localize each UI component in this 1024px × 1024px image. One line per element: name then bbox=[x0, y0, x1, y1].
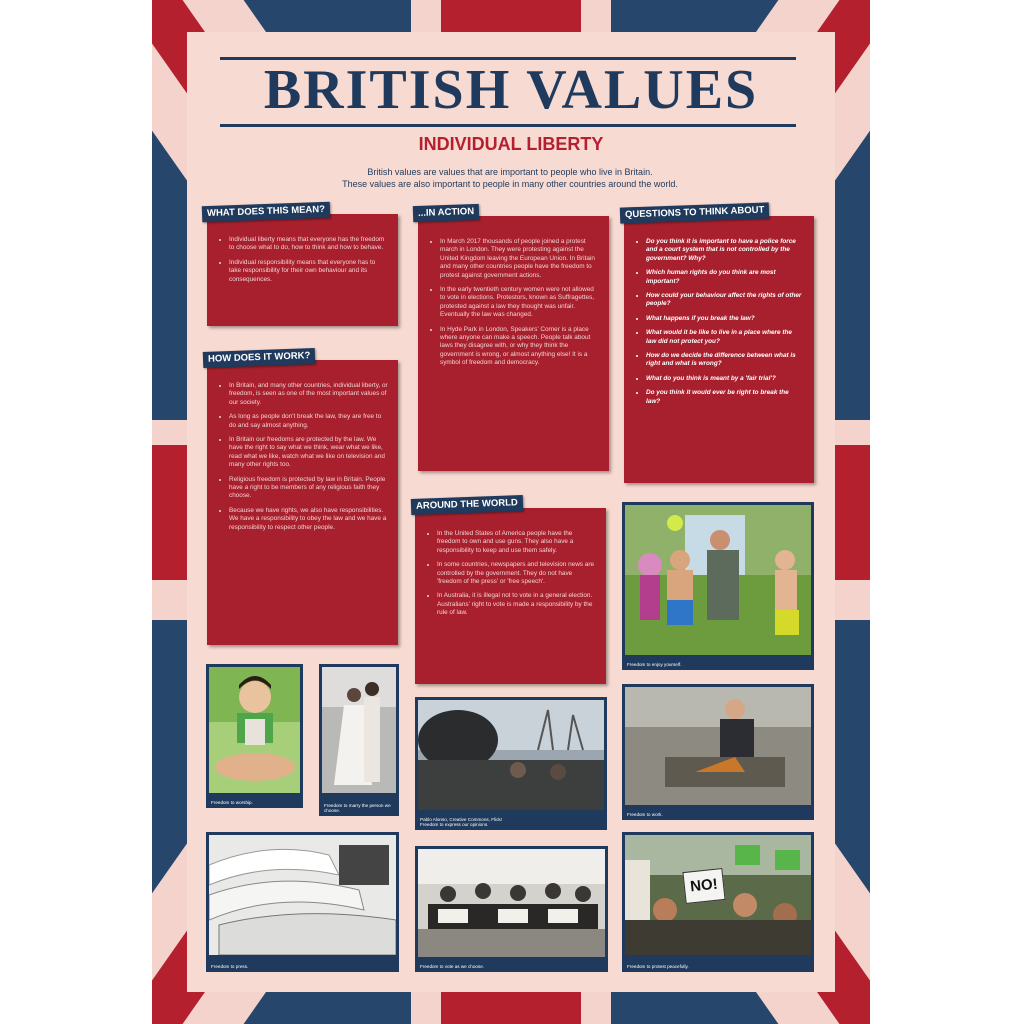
action-item: • In Hyde Park in London, Speakers' Corner is a place where anyone can make a speech. People talk about laws they disagree with, or why they think the government is wrong, or almost anything else! It is a symbol of freedom and democracy. bbox=[440, 326, 599, 368]
what-section-box bbox=[207, 214, 398, 326]
intro-line: British values are values that are important to people who live in Britain. bbox=[367, 167, 653, 177]
what-item: • Individual liberty means that everyone has the freedom to choose what to do, how to think and how to behave. bbox=[229, 236, 388, 253]
world-item: • In Australia, it is illegal not to vote in a general election. Australians' right to vote is made a responsibility by the rule of law. bbox=[437, 592, 596, 617]
photo-caption: Freedom to vote as we choose. bbox=[420, 964, 485, 970]
question-item: • How do we decide the difference between what is right and what is wrong? bbox=[646, 352, 804, 369]
photo-work bbox=[622, 684, 814, 820]
question-item: • Which human rights do you think are most important? bbox=[646, 269, 804, 286]
question-item: • Do you think it is important to have a police force and a court system that is not controlled by the government? Why? bbox=[646, 238, 804, 263]
photo-worship bbox=[206, 664, 303, 808]
world-section-heading: AROUND THE WORLD bbox=[411, 495, 523, 515]
poster-subtitle: INDIVIDUAL LIBERTY bbox=[418, 134, 604, 154]
question-item: • Do you think it would ever be right to break the law? bbox=[646, 389, 804, 406]
photo-express bbox=[415, 697, 607, 830]
photo-press bbox=[206, 832, 399, 972]
photo-caption: Freedom to marry the person we choose. bbox=[324, 802, 391, 814]
how-item: • In Britain our freedoms are protected by the law. We have the right to say what we think, wear what we like, read what we like, watch what we like on television and many other rights too. bbox=[229, 436, 388, 470]
how-section-box bbox=[207, 360, 398, 645]
question-item: • What happens if you break the law? bbox=[646, 315, 804, 323]
photo-caption: Freedom to press. bbox=[211, 964, 249, 970]
world-section-box bbox=[415, 508, 606, 684]
worker-photo bbox=[625, 687, 811, 805]
photo-vote bbox=[415, 846, 608, 972]
action-section-heading: ...IN ACTION bbox=[413, 204, 480, 222]
questions-section-box bbox=[624, 216, 814, 483]
intro-text bbox=[260, 166, 760, 190]
photo-caption: Freedom to protest peacefully. bbox=[627, 964, 689, 970]
how-item: • Religious freedom is protected by law in Britain. People have a right to be members of any religious faith they choose. bbox=[229, 476, 388, 501]
meditating-child-photo bbox=[209, 667, 300, 793]
suffragettes-photo bbox=[418, 849, 605, 957]
photo-protest bbox=[622, 832, 814, 972]
question-item: • How could your behaviour affect the rights of other people? bbox=[646, 292, 804, 309]
title-rule-bottom bbox=[220, 124, 796, 127]
intro-line: These values are also important to people in many other countries around the world. bbox=[342, 179, 678, 189]
water-fight-photo bbox=[625, 505, 811, 655]
action-section-box bbox=[418, 216, 609, 471]
photo-marry bbox=[319, 664, 399, 816]
what-section-heading: WHAT DOES THIS MEAN? bbox=[202, 202, 331, 222]
photo-caption: Freedom to work. bbox=[627, 812, 663, 818]
action-item: • In March 2017 thousands of people joined a protest march in London. They were protesting against the United Kingdom leaving the European Union. In Britain and many other countries people have the freedom to protest against government actions. bbox=[440, 238, 599, 280]
how-item: • As long as people don't break the law, they are free to do and say almost anything. bbox=[229, 413, 388, 430]
how-item: • In Britain, and many other countries, individual liberty, or freedom, is seen as one of the most important values of our society. bbox=[229, 382, 388, 407]
protest-sign: NO! bbox=[682, 868, 725, 904]
photo-enjoy bbox=[622, 502, 814, 670]
what-item: • Individual responsibility means that everyone has to take responsibility for their own behaviour and its consequences. bbox=[229, 259, 388, 284]
photo-caption: Freedom to enjoy yourself. bbox=[627, 662, 682, 668]
questions-section-heading: QUESTIONS TO THINK ABOUT bbox=[620, 202, 770, 223]
question-item: • What do you think is meant by a 'fair trial'? bbox=[646, 375, 804, 383]
how-item: • Because we have rights, we also have responsibilities. We have a responsibility to obey the law and we have a responsibility to respect other people. bbox=[229, 507, 388, 532]
wedding-couple-photo bbox=[322, 667, 396, 793]
action-item: • In the early twentieth century women were not allowed to vote in elections. Protestors, known as Suffragettes, protested against a law they thought was unfair. Eventually the law was changed. bbox=[440, 286, 599, 320]
world-item: • In the United States of America people have the freedom to own and use guns. They also have a responsibility to keep and use them safely. bbox=[437, 530, 596, 555]
protest-crowd-photo bbox=[418, 700, 604, 810]
question-item: • What would it be like to live in a place where the law did not protect you? bbox=[646, 329, 804, 346]
poster-title: BRITISH VALUES bbox=[263, 59, 759, 121]
photo-caption: Pablo Alonso, Creative Commons, Flickr Freedom to express our opinions. bbox=[420, 816, 503, 828]
photo-caption: Freedom to worship. bbox=[211, 800, 253, 806]
how-section-heading: HOW DOES IT WORK? bbox=[203, 348, 316, 368]
world-item: • In some countries, newspapers and television news are controlled by the government. They do not have 'freedom of the press' or 'free speech'. bbox=[437, 561, 596, 586]
newspapers-photo bbox=[209, 835, 396, 955]
